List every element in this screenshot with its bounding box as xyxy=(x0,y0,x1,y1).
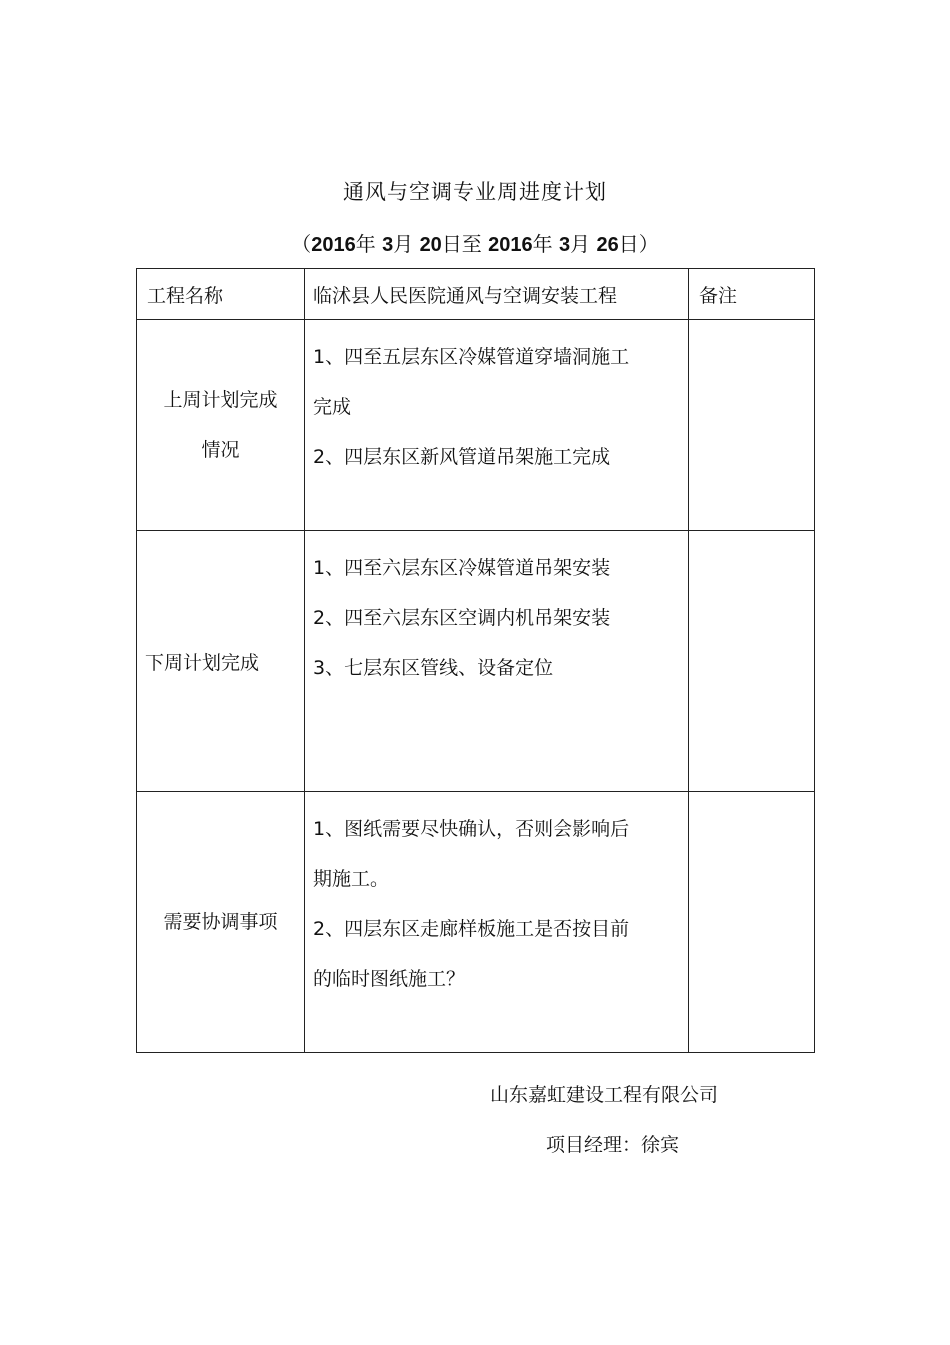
note-header-cell: 备注 xyxy=(689,269,815,320)
progress-table xyxy=(136,268,815,1053)
next-week-item: 3、七层东区管线、设备定位 xyxy=(313,657,554,679)
project-name-cell: 临沭县人民医院通风与空调安装工程 xyxy=(305,269,689,320)
coordination-item: 的临时图纸施工？ xyxy=(313,968,466,990)
start-day: 20 xyxy=(419,234,442,256)
last-week-label-line1: 上周计划完成 xyxy=(163,389,278,411)
header-label-cell: 工程名称 xyxy=(137,269,305,320)
date-open-paren: （ xyxy=(291,232,312,256)
last-week-item: 完成 xyxy=(313,396,352,418)
project-manager: 项目经理：徐宾 xyxy=(546,1134,680,1156)
table-row-header xyxy=(137,269,815,320)
last-week-item: 1、四至五层东区冷媒管道穿墙洞施工 xyxy=(313,346,630,368)
coordination-note-cell xyxy=(689,792,815,1053)
start-year: 2016 xyxy=(311,234,356,256)
end-year: 2016 xyxy=(488,234,533,256)
last-week-item: 2、四层东区新风管道吊架施工完成 xyxy=(313,446,611,468)
end-day: 26 xyxy=(596,234,619,256)
table-row-coordination xyxy=(137,792,815,1053)
date-range xyxy=(0,228,950,257)
last-week-content-cell xyxy=(305,320,689,531)
coordination-item: 期施工。 xyxy=(313,868,390,890)
coordination-item: 1、图纸需要尽快确认，否则会影响后 xyxy=(313,818,630,840)
end-month: 3 xyxy=(559,234,571,256)
day-char-close: 日） xyxy=(618,232,659,256)
last-week-label-line2: 情况 xyxy=(201,439,240,461)
next-week-content-cell xyxy=(305,531,689,792)
table-row-next-week xyxy=(137,531,815,792)
coordination-label-cell: 需要协调事项 xyxy=(137,792,305,1053)
coordination-content-cell xyxy=(305,792,689,1053)
next-week-item: 2、四至六层东区空调内机吊架安装 xyxy=(313,607,611,629)
last-week-note-cell xyxy=(689,320,815,531)
day-char-to: 日至 xyxy=(441,232,482,256)
month-char-1: 月 xyxy=(393,232,414,256)
year-char-2: 年 xyxy=(532,232,553,256)
start-month: 3 xyxy=(382,234,394,256)
document-title: 通风与空调专业周进度计划 xyxy=(343,180,607,204)
table-row-last-week xyxy=(137,320,815,531)
month-char-2: 月 xyxy=(570,232,591,256)
coordination-item: 2、四层东区走廊样板施工是否按目前 xyxy=(313,918,630,940)
year-char-1: 年 xyxy=(355,232,376,256)
next-week-item: 1、四至六层东区冷媒管道吊架安装 xyxy=(313,557,611,579)
next-week-note-cell xyxy=(689,531,815,792)
next-week-label-cell: 下周计划完成 xyxy=(137,531,305,792)
last-week-label-cell xyxy=(137,320,305,531)
company-name: 山东嘉虹建设工程有限公司 xyxy=(490,1084,719,1106)
